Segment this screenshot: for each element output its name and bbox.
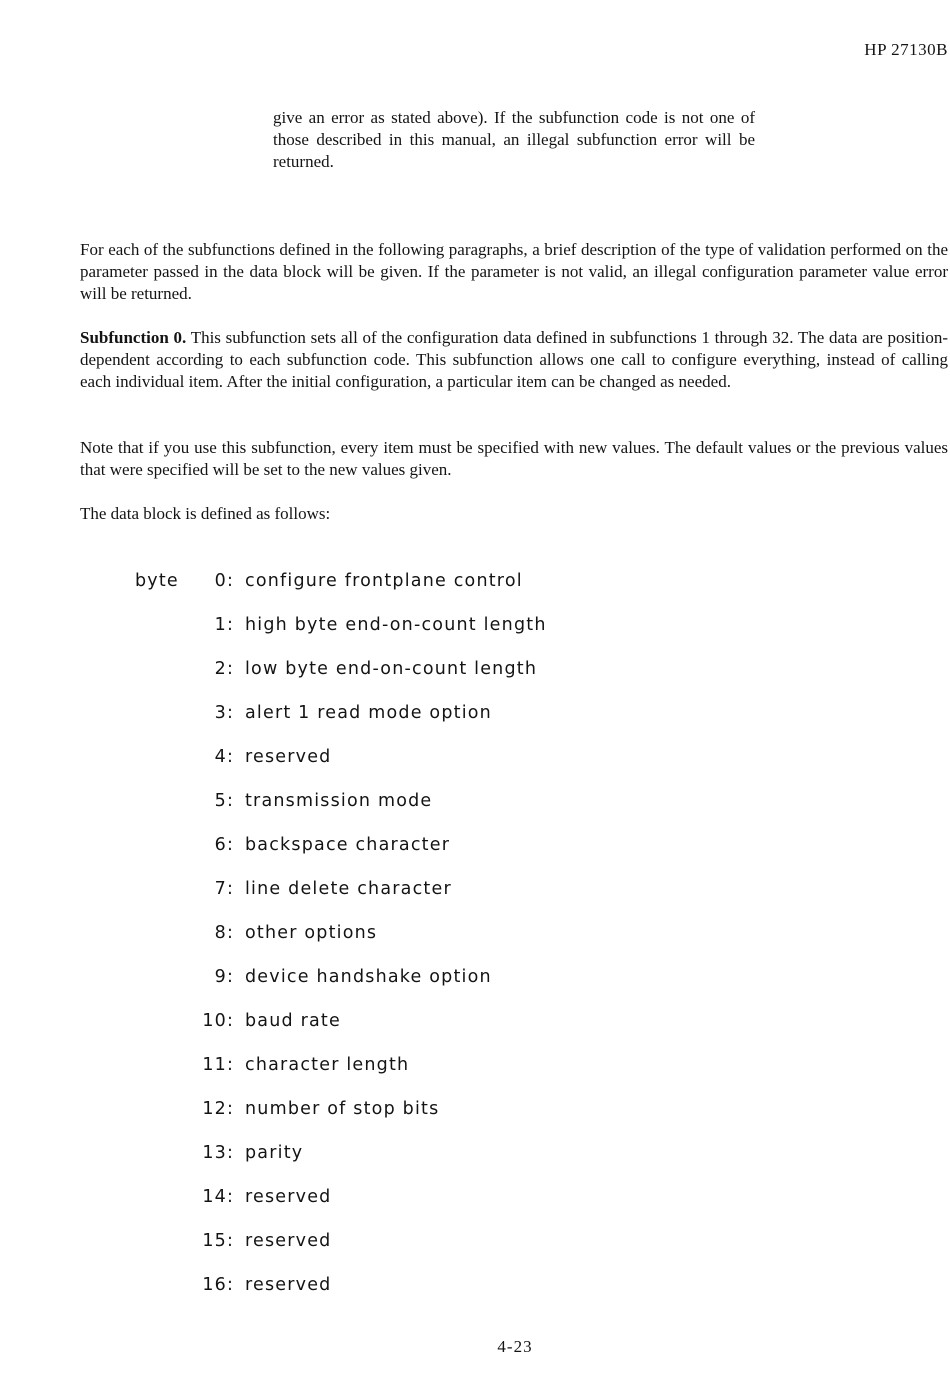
byte-description: device handshake option bbox=[245, 967, 492, 987]
byte-row bbox=[135, 1183, 547, 1227]
byte-row bbox=[135, 919, 547, 963]
byte-colon: : bbox=[227, 967, 235, 987]
byte-number: 11 bbox=[202, 1055, 227, 1075]
byte-description: baud rate bbox=[245, 1011, 341, 1031]
byte-colon: : bbox=[227, 1011, 235, 1031]
byte-number: 2 bbox=[214, 659, 227, 679]
byte-row bbox=[135, 963, 547, 1007]
byte-colon: : bbox=[227, 923, 235, 943]
subfunction-0-body: This subfunction sets all of the configuration data defined in subfunctions 1 through 32. The data are position-dependent according to each subfunction code. This subfunction allows one call to configure everything, instead of calling each individual item. After the initial configuration, a particular item can be changed as needed. bbox=[80, 328, 948, 391]
data-block-intro: The data block is defined as follows: bbox=[80, 504, 331, 523]
byte-row bbox=[135, 787, 547, 831]
byte-number: 4 bbox=[214, 747, 227, 767]
byte-colon: : bbox=[227, 1187, 235, 1207]
byte-colon: : bbox=[227, 1055, 235, 1075]
byte-row bbox=[135, 1139, 547, 1183]
byte-number: 14 bbox=[202, 1187, 227, 1207]
indented-paragraph: give an error as stated above). If the subfunction code is not one of those described in this manual, an illegal subfunction error will be returned. bbox=[273, 108, 755, 171]
byte-number: 9 bbox=[214, 967, 227, 987]
byte-row bbox=[135, 831, 547, 875]
byte-colon: : bbox=[227, 1099, 235, 1119]
byte-number: 7 bbox=[214, 879, 227, 899]
byte-description: transmission mode bbox=[245, 791, 433, 811]
byte-description: reserved bbox=[245, 747, 332, 767]
byte-number: 16 bbox=[202, 1275, 227, 1295]
byte-number: 12 bbox=[202, 1099, 227, 1119]
byte-colon: : bbox=[227, 659, 235, 679]
byte-row bbox=[135, 875, 547, 919]
byte-description: low byte end-on-count length bbox=[245, 659, 538, 679]
byte-row bbox=[135, 1051, 547, 1095]
byte-description: line delete character bbox=[245, 879, 452, 899]
byte-number: 10 bbox=[202, 1011, 227, 1031]
byte-number: 3 bbox=[214, 703, 227, 723]
byte-row bbox=[135, 1271, 547, 1315]
byte-description: reserved bbox=[245, 1231, 332, 1251]
byte-description: backspace character bbox=[245, 835, 451, 855]
byte-number: 0 bbox=[214, 571, 227, 591]
byte-colon: : bbox=[227, 879, 235, 899]
byte-description: reserved bbox=[245, 1187, 332, 1207]
byte-definition-list bbox=[135, 567, 547, 1315]
byte-description: alert 1 read mode option bbox=[245, 703, 492, 723]
subfunction-0-paragraph bbox=[80, 327, 948, 393]
document-code: HP 27130B bbox=[864, 40, 948, 59]
byte-number: 15 bbox=[202, 1231, 227, 1251]
validation-paragraph: For each of the subfunctions defined in the following paragraphs, a brief description of the type of validation performed on the parameter passed in the data block will be given. If the parameter is not valid, an illegal configuration parameter value error will be returned. bbox=[80, 240, 948, 303]
byte-colon: : bbox=[227, 791, 235, 811]
byte-description: other options bbox=[245, 923, 378, 943]
byte-colon: : bbox=[227, 1275, 235, 1295]
byte-row bbox=[135, 743, 547, 787]
byte-row bbox=[135, 611, 547, 655]
byte-row bbox=[135, 655, 547, 699]
byte-colon: : bbox=[227, 1143, 235, 1163]
byte-number: 6 bbox=[214, 835, 227, 855]
byte-colon: : bbox=[227, 615, 235, 635]
byte-colon: : bbox=[227, 571, 235, 591]
byte-colon: : bbox=[227, 703, 235, 723]
byte-description: high byte end-on-count length bbox=[245, 615, 547, 635]
byte-description: character length bbox=[245, 1055, 410, 1075]
byte-number: 13 bbox=[202, 1143, 227, 1163]
page-number: 4-23 bbox=[497, 1337, 533, 1356]
byte-description: parity bbox=[245, 1143, 304, 1163]
byte-number: 8 bbox=[214, 923, 227, 943]
byte-row bbox=[135, 1227, 547, 1271]
byte-colon: : bbox=[227, 1231, 235, 1251]
byte-number: 5 bbox=[214, 791, 227, 811]
byte-colon: : bbox=[227, 835, 235, 855]
byte-description: number of stop bits bbox=[245, 1099, 440, 1119]
byte-number: 1 bbox=[214, 615, 227, 635]
byte-row bbox=[135, 699, 547, 743]
note-paragraph: Note that if you use this subfunction, every item must be specified with new values. The default values or the previous values that were specified will be set to the new values given. bbox=[80, 438, 948, 479]
byte-label: byte bbox=[135, 571, 179, 591]
byte-row bbox=[135, 567, 547, 611]
byte-description: configure frontplane control bbox=[245, 571, 523, 591]
byte-colon: : bbox=[227, 747, 235, 767]
byte-row bbox=[135, 1095, 547, 1139]
byte-row bbox=[135, 1007, 547, 1051]
subfunction-0-heading: Subfunction 0. bbox=[80, 328, 187, 347]
byte-description: reserved bbox=[245, 1275, 332, 1295]
